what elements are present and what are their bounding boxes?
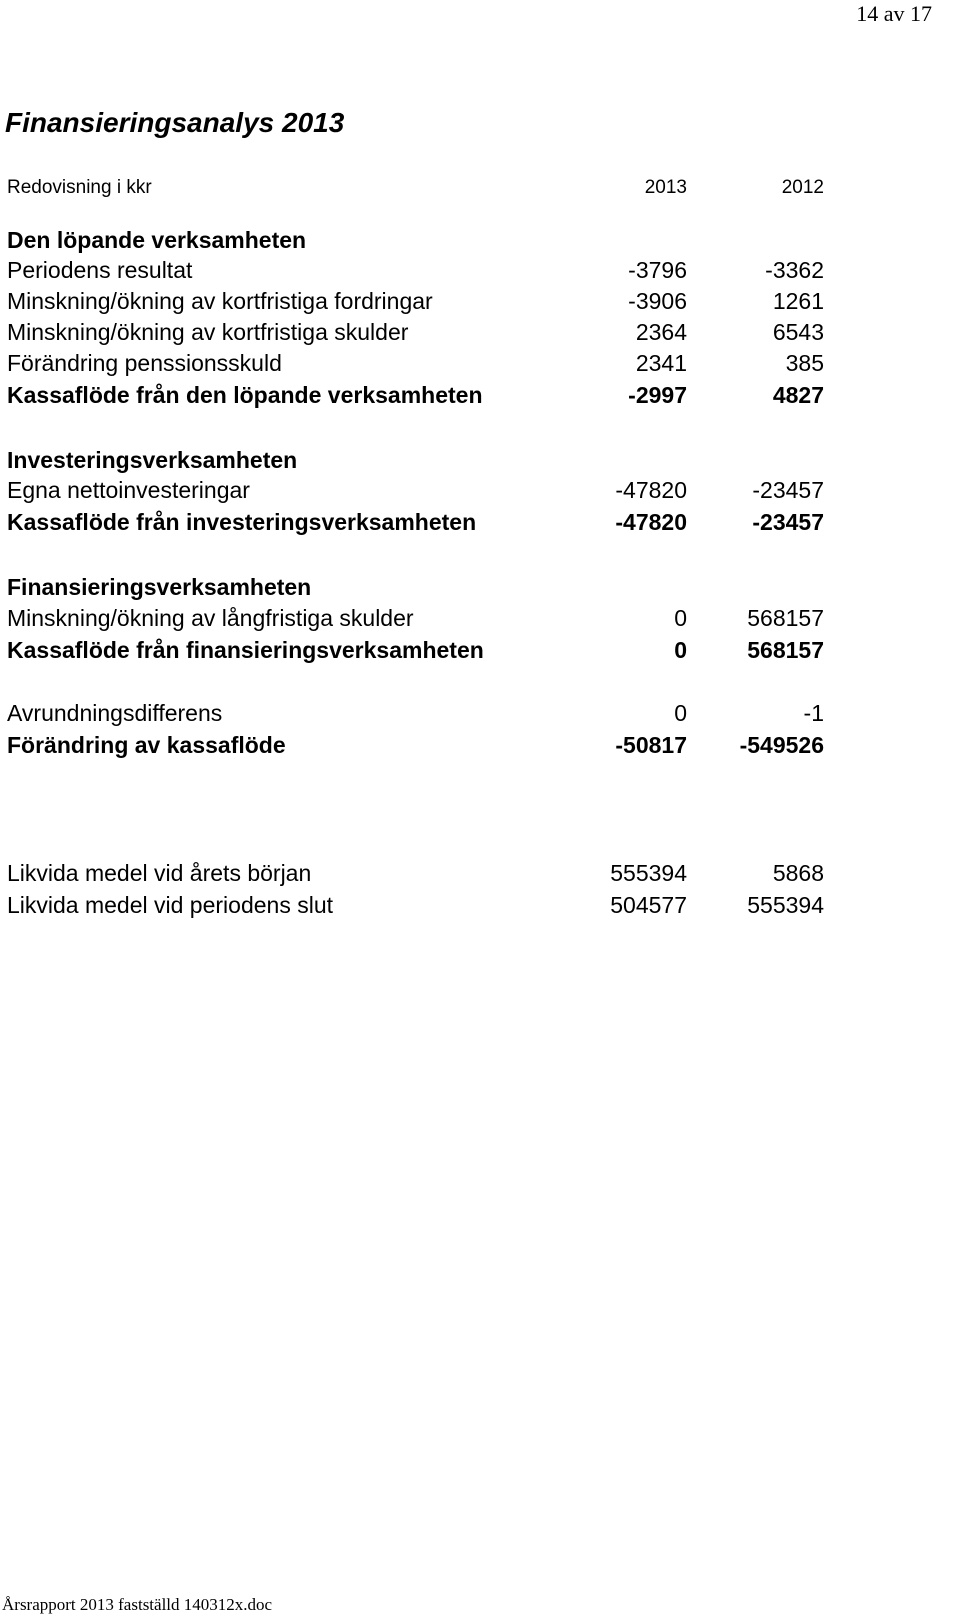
row-value-2013: 0 [674, 700, 687, 726]
row-label: Periodens resultat [7, 257, 193, 283]
table-row [7, 255, 827, 285]
row-value-2012: 555394 [747, 892, 824, 918]
row-label: Förändring av kassaflöde [7, 732, 286, 758]
table-row [7, 317, 827, 347]
row-label: Likvida medel vid årets början [7, 860, 312, 886]
row-label: Minskning/ökning av kortfristiga fordringar [7, 288, 433, 314]
section-title-finansiering: Finansieringsverksamheten [7, 574, 312, 600]
table-row [7, 603, 827, 633]
row-value-2013: -2997 [628, 382, 687, 408]
page-number: 14 av 17 [856, 1, 932, 26]
row-value-2013: -47820 [615, 509, 687, 535]
rounding-row [7, 698, 827, 728]
cashflow-change-row [7, 730, 827, 760]
row-label: Kassaflöde från investeringsverksamheten [7, 509, 477, 535]
row-value-2012: 1261 [772, 288, 824, 314]
page-title: Finansieringsanalys 2013 [5, 107, 345, 138]
row-value-2012: 385 [785, 350, 824, 376]
row-label: Minskning/ökning av långfristiga skulder [7, 605, 414, 631]
row-label: Avrundningsdifferens [7, 700, 223, 726]
row-value-2012: 4827 [772, 382, 824, 408]
row-label: Kassaflöde från den löpande verksamheten [7, 382, 483, 408]
row-value-2012: 5868 [772, 860, 824, 886]
row-value-2013: -3906 [628, 288, 687, 314]
row-value-2013: 0 [674, 605, 687, 631]
row-value-2012: 568157 [747, 637, 824, 663]
total-row-investering [7, 507, 827, 537]
table-row [7, 475, 827, 505]
total-row-finansiering [7, 635, 827, 665]
row-label: Likvida medel vid periodens slut [7, 892, 334, 918]
table-row [7, 858, 827, 888]
table-header [7, 176, 827, 200]
row-value-2012: -3362 [765, 257, 824, 283]
section-title-investering: Investeringsverksamheten [7, 447, 298, 473]
row-value-2013: 0 [674, 637, 687, 663]
row-value-2013: 2341 [635, 350, 687, 376]
table-row [7, 890, 827, 920]
header-label: Redovisning i kkr [7, 177, 152, 198]
row-value-2013: -50817 [615, 732, 687, 758]
row-value-2012: -549526 [739, 732, 824, 758]
row-value-2012: -23457 [752, 477, 824, 503]
row-value-2012: 6543 [772, 319, 824, 345]
total-row-lopande [7, 380, 827, 410]
row-value-2012: -1 [803, 700, 824, 726]
header-col-2013: 2013 [644, 177, 687, 198]
row-value-2013: -3796 [628, 257, 687, 283]
row-label: Egna nettoinvesteringar [7, 477, 250, 503]
table-row [7, 348, 827, 378]
row-label: Kassaflöde från finansieringsverksamheten [7, 637, 484, 663]
row-label: Minskning/ökning av kortfristiga skulder [7, 319, 409, 345]
row-value-2013: 2364 [635, 319, 687, 345]
row-value-2013: 555394 [610, 860, 687, 886]
row-value-2012: 568157 [747, 605, 824, 631]
row-value-2012: -23457 [752, 509, 824, 535]
section-title-lopande: Den löpande verksamheten [7, 227, 307, 253]
header-col-2012: 2012 [781, 177, 824, 198]
document-footer: Årsrapport 2013 fastställd 140312x.doc [2, 1595, 273, 1614]
row-value-2013: -47820 [615, 477, 687, 503]
row-label: Förändring penssionsskuld [7, 350, 282, 376]
table-row [7, 286, 827, 316]
row-value-2013: 504577 [610, 892, 687, 918]
